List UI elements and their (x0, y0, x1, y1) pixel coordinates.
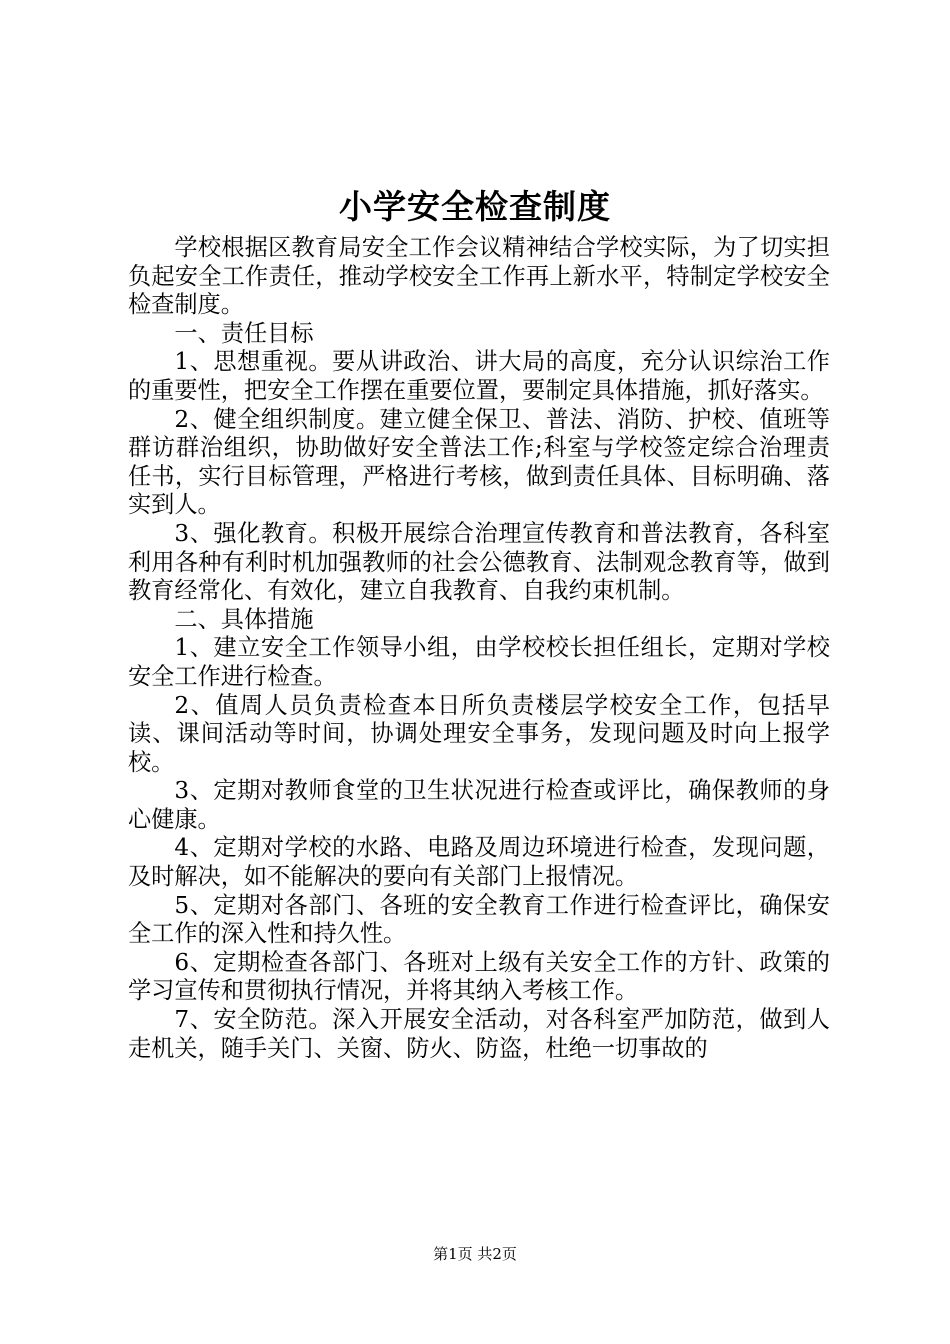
measure-item-4: 4、定期对学校的水路、电路及周边环境进行检查，发现问题，及时解决，如不能解决的要向有关部门上报情况。 (128, 834, 830, 891)
intro-paragraph: 学校根据区教育局安全工作会议精神结合学校实际，为了切实担负起安全工作责任，推动学校安全工作再上新水平，特制定学校安全检查制度。 (128, 234, 830, 319)
goal-item-2: 2、健全组织制度。建立健全保卫、普法、消防、护校、值班等群访群治组织，协助做好安全普法工作;科室与学校签定综合治理责任书，实行目标管理，严格进行考核，做到责任具体、目标明确、落实到人。 (128, 405, 830, 519)
goal-item-1: 1、思想重视。要从讲政治、讲大局的高度，充分认识综治工作的重要性，把安全工作摆在重要位置，要制定具体措施，抓好落实。 (128, 348, 830, 404)
page-footer: 第1页 共2页 (433, 1245, 517, 1263)
measure-item-2: 2、值周人员负责检查本日所负责楼层学校安全工作，包括早读、课间活动等时间，协调处理安全事务，发现问题及时向上报学校。 (128, 691, 830, 776)
section-heading-responsibility-goals: 一、责任目标 (174, 319, 314, 347)
goal-item-3: 3、强化教育。积极开展综合治理宣传教育和普法教育，各科室利用各种有利时机加强教师的社会公德教育、法制观念教育等，做到教育经常化、有效化，建立自我教育、自我约束机制。 (128, 519, 830, 605)
measure-item-3: 3、定期对教师食堂的卫生状况进行检查或评比，确保教师的身心健康。 (128, 777, 830, 833)
document-title: 小学安全检查制度 (339, 187, 611, 226)
measure-item-1: 1、建立安全工作领导小组，由学校校长担任组长，定期对学校安全工作进行检查。 (128, 634, 830, 690)
measure-item-6: 6、定期检查各部门、各班对上级有关安全工作的方针、政策的学习宣传和贯彻执行情况，并将其纳入考核工作。 (128, 948, 830, 1005)
measure-item-5: 5、定期对各部门、各班的安全教育工作进行检查评比，确保安全工作的深入性和持久性。 (128, 891, 830, 948)
measure-item-7: 7、安全防范。深入开展安全活动，对各科室严加防范，做到人走机关，随手关门、关窗、防火、防盗，杜绝一切事故的 (128, 1006, 830, 1062)
section-heading-specific-measures: 二、具体措施 (174, 605, 314, 633)
document-body (128, 234, 830, 1063)
